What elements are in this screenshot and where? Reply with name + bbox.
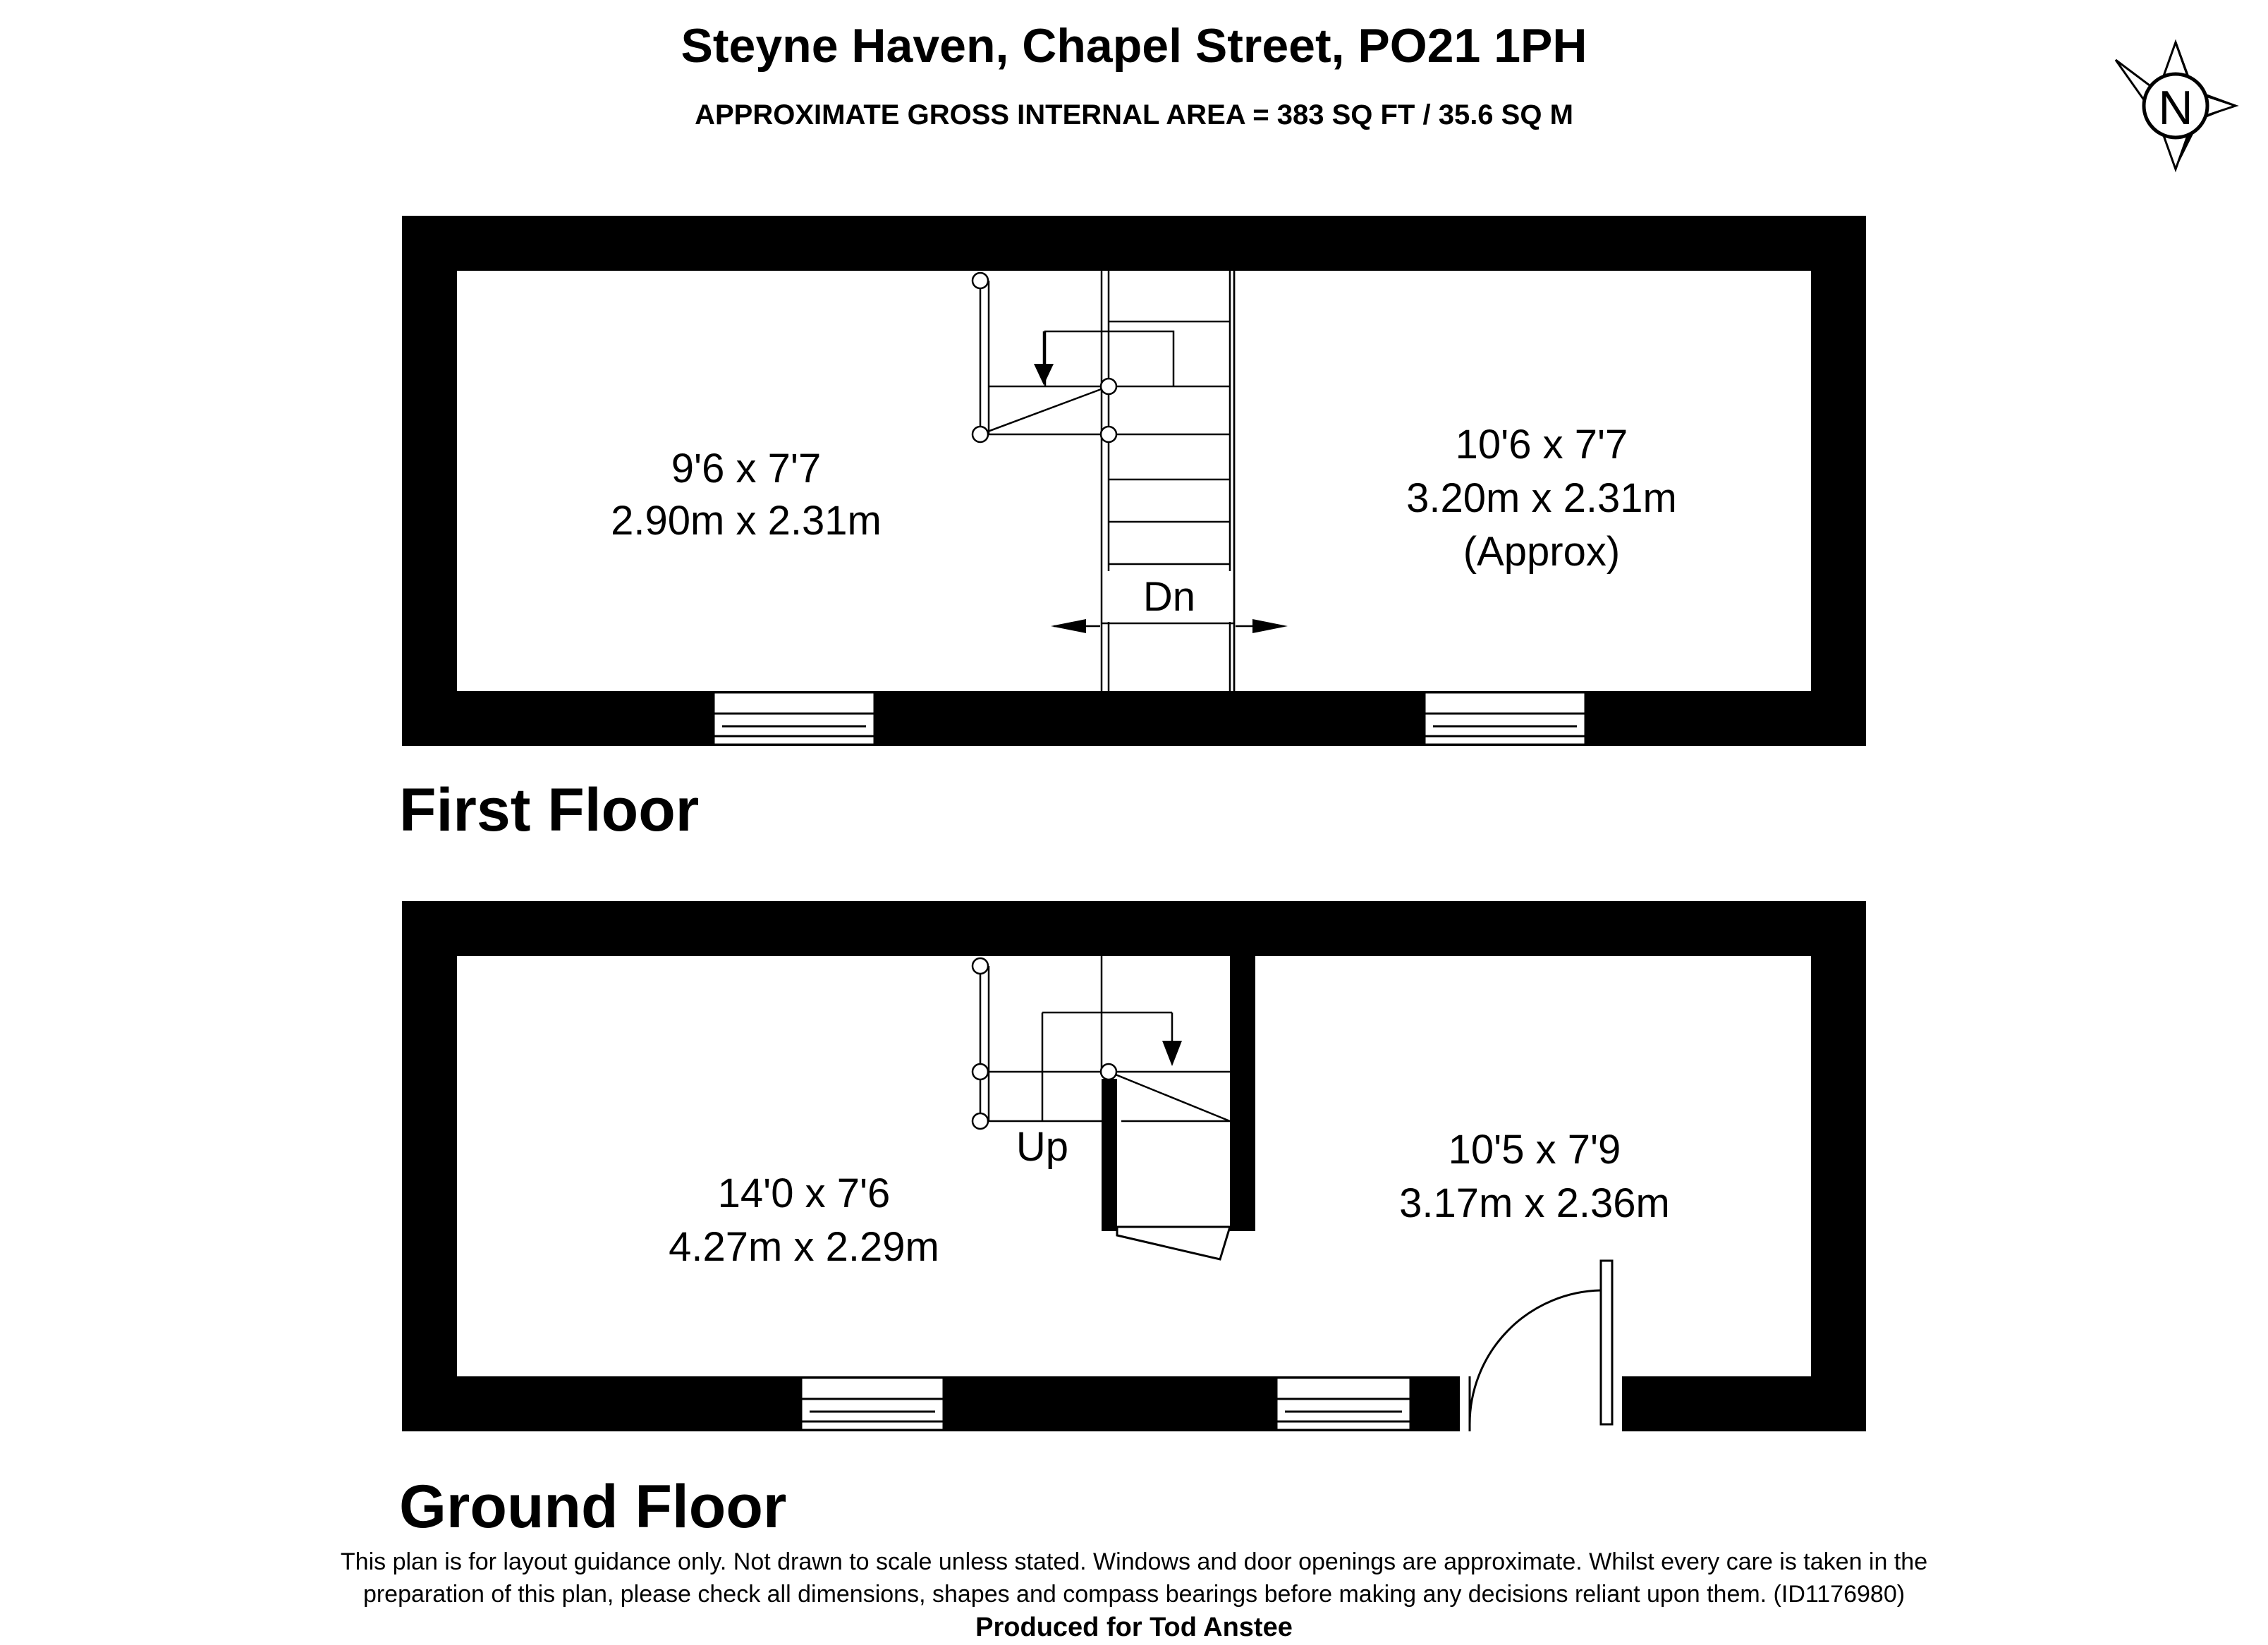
ground-floor-entrance-door xyxy=(1460,1261,1622,1431)
ground-floor-stair-label: Up xyxy=(1016,1124,1069,1170)
first-floor-left-wall xyxy=(402,216,457,746)
ground-floor-label: Ground Floor xyxy=(399,1473,787,1541)
ground-floor-top-wall xyxy=(402,901,1866,956)
disclaimer-line-2: preparation of this plan, please check all dimensions, shapes and compass bearings before making any decisions reliant upon them. (ID1176980) xyxy=(362,1581,1906,1608)
ground-floor-left-room-imperial: 14'0 x 7'6 xyxy=(717,1170,891,1216)
first-floor-plan xyxy=(402,216,1866,746)
ground-floor-right-room-metric: 3.17m x 2.36m xyxy=(1399,1180,1670,1226)
ground-floor-cupboard-wall xyxy=(1102,1079,1117,1231)
first-floor-label: First Floor xyxy=(399,776,700,844)
first-floor-right-room-note: (Approx) xyxy=(1463,529,1621,575)
ground-floor-internal-wall xyxy=(1230,956,1255,1231)
first-floor-stair-label: Dn xyxy=(1142,574,1196,620)
ground-floor-right-room-imperial: 10'5 x 7'9 xyxy=(1448,1127,1621,1173)
ground-floor-window-left xyxy=(801,1378,944,1430)
first-floor-left-room-imperial: 9'6 x 7'7 xyxy=(671,446,822,491)
first-floor-right-wall xyxy=(1811,216,1866,746)
first-floor-bottom-wall xyxy=(402,691,1866,746)
stair-up-arrow-icon xyxy=(1162,1041,1182,1066)
compass-label: N xyxy=(2158,81,2193,135)
ground-floor-plan xyxy=(402,901,1866,1431)
first-floor-top-wall xyxy=(402,216,1866,271)
produced-for-credit: Produced for Tod Anstee xyxy=(975,1613,1293,1641)
area-summary: APPROXIMATE GROSS INTERNAL AREA = 383 SQ FT / 35.6 SQ M xyxy=(695,99,1573,130)
first-floor-right-room-imperial: 10'6 x 7'7 xyxy=(1455,422,1628,467)
ground-floor-left-wall xyxy=(402,901,457,1431)
compass-icon xyxy=(2116,42,2236,169)
cupboard-door xyxy=(1117,1227,1230,1259)
plan-title: Steyne Haven, Chapel Street, PO21 1PH xyxy=(681,19,1587,73)
first-floor-staircase xyxy=(973,271,1234,691)
ground-floor-left-room-metric: 4.27m x 2.29m xyxy=(669,1224,939,1270)
ground-floor-bottom-wall-right xyxy=(1622,1376,1866,1431)
ground-floor-staircase xyxy=(973,956,1230,1129)
first-floor-window-left xyxy=(714,692,874,745)
ground-floor-window-right xyxy=(1276,1378,1410,1430)
disclaimer-line-1: This plan is for layout guidance only. Not drawn to scale unless stated. Windows and door openings are approximate. Whilst every care is taken in the xyxy=(340,1548,1928,1575)
ground-floor-right-wall xyxy=(1811,901,1866,1431)
first-floor-right-room-metric: 3.20m x 2.31m xyxy=(1406,475,1677,521)
first-floor-window-right xyxy=(1425,692,1585,745)
first-floor-left-room-metric: 2.90m x 2.31m xyxy=(611,498,882,544)
stair-down-arrow-icon xyxy=(1034,364,1054,385)
